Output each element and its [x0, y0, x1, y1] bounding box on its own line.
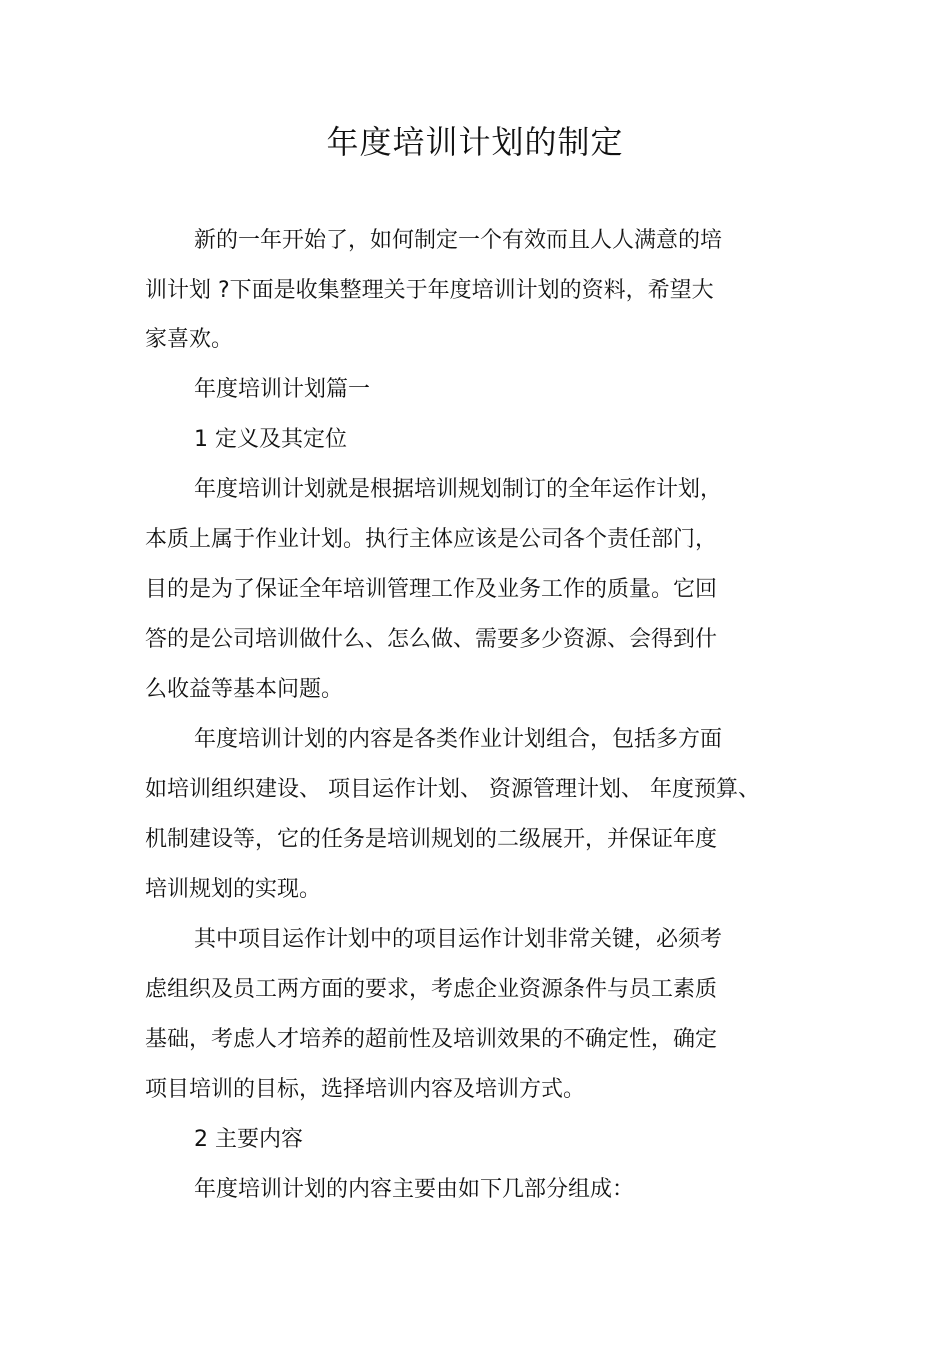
document-title: 年度培训计划的制定	[326, 123, 624, 161]
section-heading: 2 主要内容	[194, 1127, 303, 1152]
paragraph-line: 年度培训计划就是根据培训规划制订的全年运作计划，	[194, 477, 723, 502]
section-heading: 年度培训计划篇一	[194, 377, 371, 402]
paragraph-line: 目的是为了保证全年培训管理工作及业务工作的质量。它回	[145, 577, 718, 602]
paragraph-line: 训计划 ?下面是收集整理关于年度培训计划的资料，希望大	[145, 278, 714, 303]
paragraph-line: 如培训组织建设、 项目运作计划、 资源管理计划、 年度预算、	[145, 777, 760, 802]
paragraph-line: 培训规划的实现。	[145, 877, 322, 902]
section-heading: 1 定义及其定位	[194, 427, 347, 452]
paragraph-line: 新的一年开始了，如何制定一个有效而且人人满意的培	[194, 228, 723, 253]
paragraph-line: 答的是公司培训做什么、怎么做、需要多少资源、会得到什	[145, 627, 718, 652]
paragraph-line: 家喜欢。	[145, 327, 234, 352]
paragraph-line: 虑组织及员工两方面的要求，考虑企业资源条件与员工素质	[145, 977, 718, 1002]
paragraph-line: 年度培训计划的内容是各类作业计划组合，包括多方面	[194, 727, 723, 752]
paragraph-line: 其中项目运作计划中的项目运作计划非常关键，必须考	[194, 927, 723, 952]
paragraph-line: 机制建设等，它的任务是培训规划的二级展开，并保证年度	[145, 827, 718, 852]
paragraph-line: 项目培训的目标，选择培训内容及培训方式。	[145, 1077, 586, 1102]
paragraph-line: 基础，考虑人才培养的超前性及培训效果的不确定性，确定	[145, 1027, 718, 1052]
paragraph-line: 么收益等基本问题。	[145, 677, 344, 702]
paragraph-line: 本质上属于作业计划。执行主体应该是公司各个责任部门，	[145, 527, 718, 552]
paragraph-line: 年度培训计划的内容主要由如下几部分组成：	[194, 1177, 635, 1202]
